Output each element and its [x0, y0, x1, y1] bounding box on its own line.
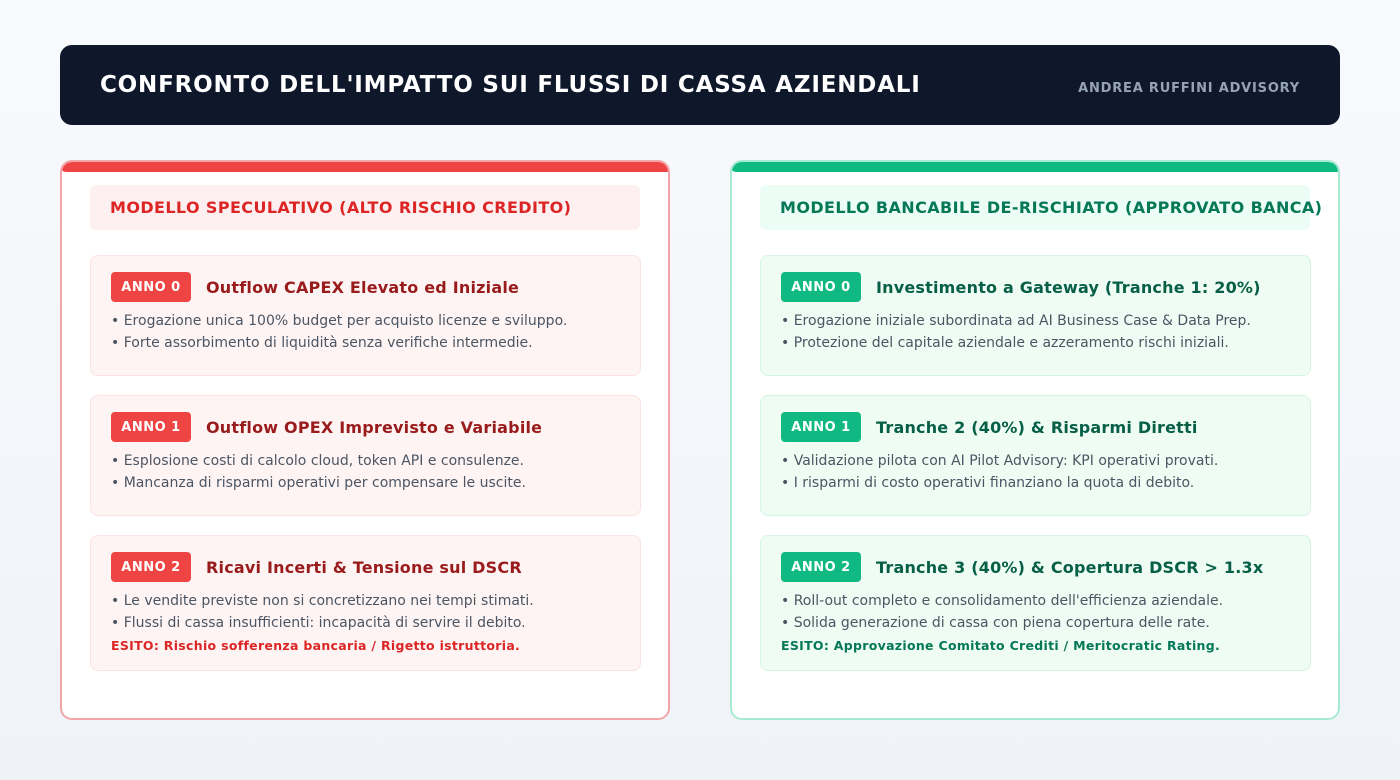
bullet-item: • Erogazione unica 100% budget per acquisto licenze e sviluppo.: [111, 313, 568, 329]
page-header: [60, 45, 1340, 125]
speculative-model-panel: [60, 160, 670, 720]
bullet-item: • Esplosione costi di calcolo cloud, token API e consulenze.: [111, 453, 524, 469]
card-title: Outflow OPEX Imprevisto e Variabile: [206, 417, 543, 437]
card-title: Ricavi Incerti & Tensione sul DSCR: [206, 557, 522, 577]
year-card: [760, 255, 1311, 376]
panel-heading: MODELLO BANCABILE DE-RISCHIATO (APPROVATO BANCA): [760, 185, 1310, 230]
year-badge: ANNO 2: [781, 552, 861, 582]
card-title: Tranche 2 (40%) & Risparmi Diretti: [876, 417, 1198, 437]
year-badge: ANNO 0: [111, 272, 191, 302]
card-title: Tranche 3 (40%) & Copertura DSCR > 1.3x: [876, 557, 1264, 577]
panel-accent-bar: [60, 160, 670, 172]
panel-heading: MODELLO SPECULATIVO (ALTO RISCHIO CREDITO): [90, 185, 640, 230]
year-badge: ANNO 1: [781, 412, 861, 442]
bullet-item: • Flussi di cassa insufficienti: incapacità di servire il debito.: [111, 615, 526, 631]
year-card: [90, 255, 641, 376]
bullet-item: • Solida generazione di cassa con piena copertura delle rate.: [781, 615, 1210, 631]
year-badge: ANNO 2: [111, 552, 191, 582]
bullet-item: • Le vendite previste non si concretizzano nei tempi stimati.: [111, 593, 534, 609]
bullet-item: • Protezione del capitale aziendale e azzeramento rischi iniziali.: [781, 335, 1229, 351]
year-badge: ANNO 1: [111, 412, 191, 442]
year-badge: ANNO 0: [781, 272, 861, 302]
page-title: CONFRONTO DELL'IMPATTO SUI FLUSSI DI CASSA AZIENDALI: [100, 72, 921, 98]
year-card: [760, 535, 1311, 671]
bullet-item: • Roll-out completo e consolidamento dell'efficienza aziendale.: [781, 593, 1224, 609]
bullet-item: • Forte assorbimento di liquidità senza verifiche intermedie.: [111, 335, 533, 351]
card-title: Outflow CAPEX Elevato ed Iniziale: [206, 277, 520, 297]
brand-label: ANDREA RUFFINI ADVISORY: [1078, 80, 1300, 96]
year-card: [90, 395, 641, 516]
bankable-model-panel: [730, 160, 1340, 720]
year-card: [760, 395, 1311, 516]
panel-accent-bar: [730, 160, 1340, 172]
bullet-item: • Erogazione iniziale subordinata ad AI Business Case & Data Prep.: [781, 313, 1251, 329]
bullet-item: • Mancanza di risparmi operativi per compensare le uscite.: [111, 475, 526, 491]
year-card: [90, 535, 641, 671]
card-title: Investimento a Gateway (Tranche 1: 20%): [876, 277, 1261, 297]
bullet-item: • I risparmi di costo operativi finanziano la quota di debito.: [781, 475, 1195, 491]
outcome-text: ESITO: Approvazione Comitato Crediti / Meritocratic Rating.: [781, 638, 1221, 653]
outcome-text: ESITO: Rischio sofferenza bancaria / Rigetto istruttoria.: [111, 638, 521, 653]
bullet-item: • Validazione pilota con AI Pilot Advisory: KPI operativi provati.: [781, 453, 1219, 469]
